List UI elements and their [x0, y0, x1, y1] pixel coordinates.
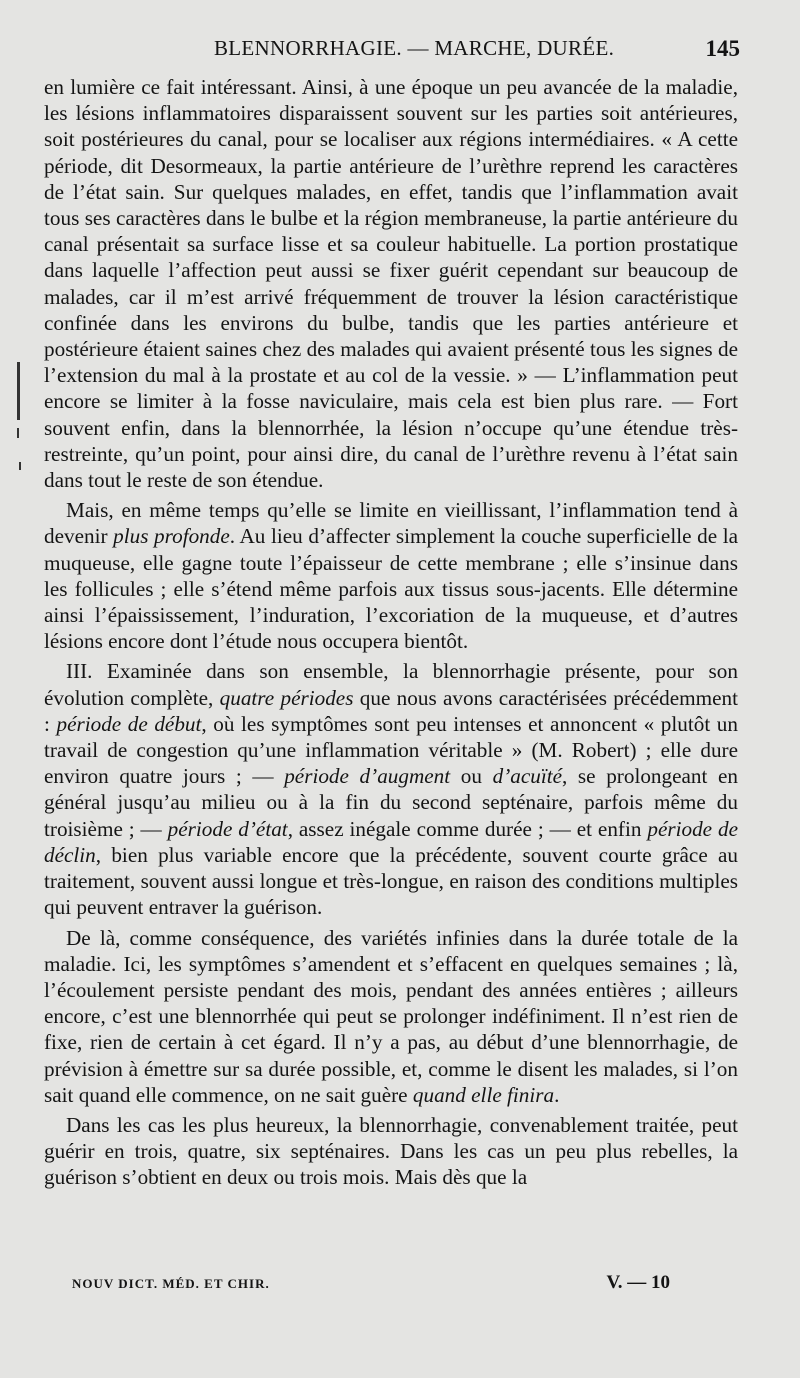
- margin-mark: [19, 462, 21, 470]
- collection-title: NOUV DICT. MÉD. ET CHIR.: [72, 1276, 270, 1291]
- margin-mark: [17, 362, 20, 420]
- signature-mark: V. — 10: [606, 1272, 670, 1293]
- page-number: 145: [705, 36, 740, 61]
- paragraph: Mais, en même temps qu’elle se limite en vieillissant, l’inflammation tend à devenir plus profonde. Au lieu d’affecter simplement la couche superficielle de la muqueuse, elle gagne toute l’épaisseur de cette membrane ; elle s’insinue dans les follicules ; elle s’étend même parfois aux tissus sous-jacents. Elle détermine ainsi l’épaississement, l’induration, l’excoriation de la muqueuse, et d’autres lésions encore dont l’étude nous occupera bientôt.: [44, 498, 738, 654]
- margin-mark: [17, 428, 19, 438]
- paragraph: III. Examinée dans son ensemble, la blennorrhagie présente, pour son évolution complète, quatre périodes que nous avons caractérisées précédemment : période de début, où les symptômes sont peu intenses et annoncent « plutôt un travail de congestion qu’une inflammation véritable » (M. Robert) ; elle dure environ quatre jours ; — période d’augment ou d’acuïté, se prolongeant en général jusqu’au milieu ou à la fin du second septénaire, parfois même du troisième ; — période d’état, assez inégale comme durée ; — et enfin période de déclin, bien plus variable encore que la précédente, souvent courte grâce au traitement, souvent aussi longue et très-longue, en raison des conditions multiples qui peuvent entraver la guérison.: [44, 659, 739, 920]
- paragraph: en lumière ce fait intéressant. Ainsi, à une époque un peu avancée de la maladie, les lésions inflammatoires disparaissent souvent sur les parties soit antérieures, soit postérieures du canal, pour se localiser aux régions intermédiaires. « A cette période, dit Desormeaux, la partie antérieure de l’urèthre reprend les caractères de l’état sain. Sur quelques malades, en effet, tandis que l’inflammation avait tous ses caractères dans le bulbe et la région membraneuse, la partie antérieure du canal présentait sa surface lisse et sa couleur habituelle. La portion prostatique dans laquelle l’affection peut aussi se fixer guérit cependant sur beaucoup de malades, car il m’est arrivé fréquemment de trouver la lésion caractéristique confinée dans les environs du bulbe, tandis que les parties antérieure et postérieure étaient saines chez des malades qui avaient présenté tous les signes de l’extension du mal à la prostate et au col de la vessie. » — L’inflammation peut encore se limiter à la fosse naviculaire, mais cela est bien plus rare. — Fort souvent enfin, dans la blennorrhée, la lésion n’occupe qu’une étendue très-restreinte, qu’un point, pour ainsi dire, du canal de l’urèthre revenu à l’état sain dans tout le reste de son étendue.: [44, 75, 738, 493]
- running-title: BLENNORRHAGIE. — MARCHE, DURÉE.: [214, 36, 615, 60]
- running-header: [44, 36, 740, 66]
- page-footer: [72, 1272, 670, 1300]
- paragraph: De là, comme conséquence, des variétés infinies dans la durée totale de la maladie. Ici, les symptômes s’amendent et s’effacent en quelques semaines ; là, l’écoulement persiste pendant des mois, pendant des années entières ; ailleurs encore, c’est une blennorrhée qui peut se prolonger indéfiniment. Il n’est rien de fixe, rien de certain à cet égard. Il n’y a pas, au début d’une blennorrhagie, de prévision à émettre sur sa durée possible, et, comme le disent les malades, si l’on sait quand elle commence, on ne sait guère quand elle finira.: [44, 925, 738, 1107]
- paragraph: Dans les cas les plus heureux, la blennorrhagie, convenablement traitée, peut guérir en trois, quatre, six septénaires. Dans les cas un peu plus rebelles, la guérison s’obtient en deux ou trois mois. Mais dès que la: [44, 1112, 738, 1190]
- page-body: [44, 74, 738, 1195]
